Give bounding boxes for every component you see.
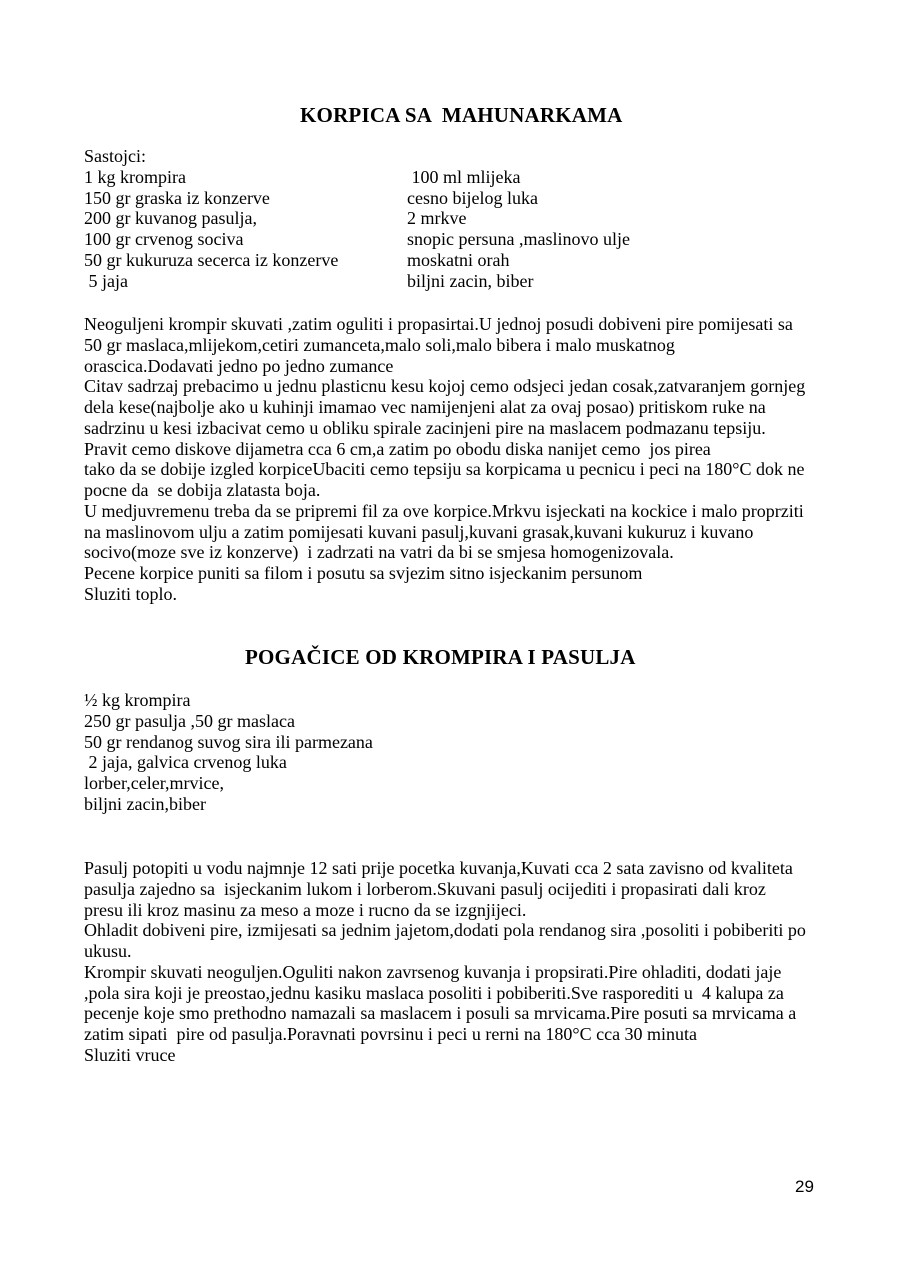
recipe2-instructions <box>84 858 806 1066</box>
recipe1-title: KORPICA SA MAHUNARKAMA <box>300 103 623 127</box>
ingredient-item: 2 jaja, galvica crvenog luka <box>84 752 287 773</box>
page-number: 29 <box>795 1177 814 1196</box>
recipe1-ingredients-label: Sastojci: <box>84 146 146 166</box>
instruction-line: Krompir skuvati neoguljen.Oguliti nakon zavrsenog kuvanja i propsirati.Pire ohladiti, dodati jaje <box>84 961 782 982</box>
instruction-line: Citav sadrzaj prebacimo u jednu plasticnu kesu kojoj cemo odsjeci jedan cosak,zatvaranjem gornjeg <box>84 376 806 397</box>
ingredient-item: 250 gr pasulja ,50 gr maslaca <box>84 710 295 731</box>
instruction-line: tako da se dobije izgled korpiceUbaciti cemo tepsiju sa korpicama u pecnicu i peci na 180°C dok ne <box>84 459 805 480</box>
ingredient-item: ½ kg krompira <box>84 690 191 710</box>
instruction-line: ,pola sira koji je preostao,jednu kasiku maslaca posoliti i pobiberiti.Sve rasporediti u 4 kalupa za <box>84 982 784 1003</box>
instruction-line: Sluziti vruce <box>84 1044 176 1065</box>
instruction-line: pecenje koje smo prethodno namazali sa maslacem i posuli sa mrvicama.Pire posuti sa mrvicama a <box>84 1003 797 1024</box>
instruction-line: pocne da se dobija zlatasta boja. <box>84 480 321 500</box>
instruction-line: socivo(moze sve iz konzerve) i zadrzati na vatri da bi se smjesa homogenizovala. <box>84 542 674 563</box>
instruction-line: zatim sipati pire od pasulja.Poravnati povrsinu i peci u rerni na 180°C cca 30 minuta <box>84 1024 698 1044</box>
ingredient-item: snopic persuna ,maslinovo ulje <box>407 229 630 249</box>
ingredient-item: biljni zacin,biber <box>84 793 206 814</box>
instruction-line: Pecene korpice puniti sa filom i posutu sa svjezim sitno isjeckanim persunom <box>84 563 643 583</box>
recipe1-ingredients-right-column <box>407 167 630 292</box>
instruction-line: U medjuvremenu treba da se pripremi fil za ove korpice.Mrkvu isjeckati na kockice i malo proprziti <box>84 500 804 521</box>
instruction-line: Sluziti toplo. <box>84 583 178 604</box>
recipe1-instructions <box>84 314 805 605</box>
ingredient-item: biljni zacin, biber <box>407 270 534 291</box>
recipe2-title: POGAČICE OD KROMPIRA I PASULJA <box>245 645 636 669</box>
instruction-line: Pasulj potopiti u vodu najmnje 12 sati prije pocetka kuvanja,Kuvati cca 2 sata zavisno od kvaliteta <box>84 858 793 878</box>
instruction-line: Ohladit dobiveni pire, izmijesati sa jednim jajetom,dodati pola rendanog sira ,posoliti i pobiberiti po <box>84 920 806 941</box>
ingredient-item: 150 gr graska iz konzerve <box>84 187 270 208</box>
instruction-line: dela kese(najbolje ako u kuhinji imamao vec namijenjeni alat za ovaj posao) pritiskom ruke na <box>84 397 766 417</box>
instruction-line: ukusu. <box>84 941 132 961</box>
ingredient-item: moskatni orah <box>407 249 510 270</box>
recipe2-ingredients <box>84 690 373 815</box>
instruction-line: presu ili kroz masinu za meso a moze i rucno da se izgnjijeci. <box>84 899 527 920</box>
instruction-line: pasulja zajedno sa isjeckanim lukom i lorberom.Skuvani pasulj ocijediti i propasirati dali kroz <box>84 878 766 899</box>
recipe1-ingredients-left-column <box>84 167 338 292</box>
instruction-line: 50 gr maslaca,mlijekom,cetiri zumanceta,malo soli,malo bibera i malo muskatnog <box>84 334 675 355</box>
ingredient-item: 2 mrkve <box>407 208 467 229</box>
ingredient-item: 200 gr kuvanog pasulja, <box>84 208 257 229</box>
instruction-line: sadrzinu u kesi izbacivat cemo u obliku spirale zacinjeni pire na maslacem podmazanu tepsiju. <box>84 417 766 438</box>
instruction-line: Pravit cemo diskove dijametra cca 6 cm,a zatim po obodu diska nanijet cemo jos pirea <box>84 438 711 459</box>
ingredient-item: cesno bijelog luka <box>407 187 538 208</box>
ingredient-item: 100 gr crvenog sociva <box>84 229 244 249</box>
instruction-line: Neoguljeni krompir skuvati ,zatim oguliti i propasirtai.U jednoj posudi dobiveni pire pomijesati sa <box>84 314 793 334</box>
ingredient-item: 1 kg krompira <box>84 166 186 187</box>
ingredient-item: 50 gr rendanog suvog sira ili parmezana <box>84 731 373 752</box>
instruction-line: orascica.Dodavati jedno po jedno zumance <box>84 355 394 376</box>
ingredient-item: 5 jaja <box>84 270 128 291</box>
ingredient-item: 100 ml mlijeka <box>407 166 521 187</box>
ingredient-item: 50 gr kukuruza secerca iz konzerve <box>84 249 339 270</box>
ingredient-item: lorber,celer,mrvice, <box>84 773 224 793</box>
instruction-line: na maslinovom ulju a zatim pomijesati kuvani pasulj,kuvani grasak,kuvani kukuruz i kuvano <box>84 521 754 542</box>
